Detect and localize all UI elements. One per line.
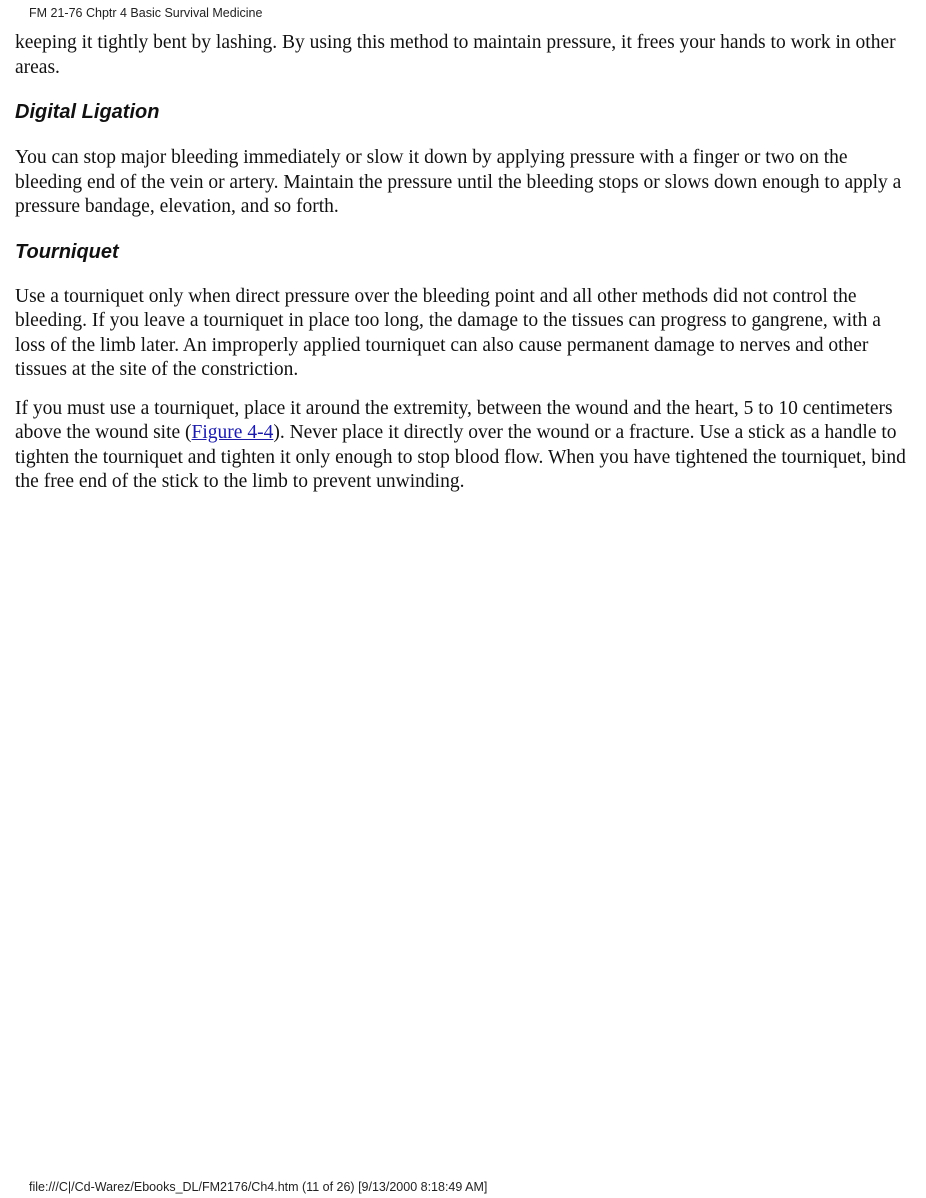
digital-ligation-paragraph: You can stop major bleeding immediately or slow it down by applying pressure with a finger or two on the bleeding end of the vein or artery. Maintain the pressure until the bleeding stops or slows down enough to apply a pressure bandage, elevation, and so forth. [15,147,902,217]
tourniquet-paragraph-1: Use a tourniquet only when direct pressure over the bleeding point and all other methods did not control the bleeding. If you leave a tourniquet in place too long, the damage to the tissues can progress to gangrene, with a loss of the limb later. An improperly applied tourniquet can also cause permanent damage to nerves and other tissues at the site of the constriction. [15,285,881,380]
heading-digital-ligation: Digital Ligation [15,101,160,123]
print-footer-path: file:///C|/Cd-Warez/Ebooks_DL/FM2176/Ch4.htm (11 of 26) [9/13/2000 8:18:49 AM] [29,1180,488,1194]
tourniquet-paragraph-2-end: ). Never place it directly over the wound or a fracture. Use a stick as a handle to tighten the tourniquet and tighten it only enough to stop blood flow. When you have tightened the tourniquet, bind the free end of the stick to the limb to prevent unwinding. [15,422,906,492]
heading-tourniquet: Tourniquet [15,240,119,263]
tourniquet-paragraph-2-start: If you must use a tourniquet, place it around the extremity, between the wound and the heart, 5 to 10 centimeters above the wound site ( [15,397,893,443]
figure-4-4-link[interactable]: Figure 4-4 [191,422,274,443]
print-header-title: FM 21-76 Chptr 4 Basic Survival Medicine [29,6,263,20]
tourniquet-paragraph-2 [15,397,915,495]
continued-paragraph: keeping it tightly bent by lashing. By using this method to maintain pressure, it frees your hands to work in other areas. [15,32,896,78]
document-content [15,31,915,495]
